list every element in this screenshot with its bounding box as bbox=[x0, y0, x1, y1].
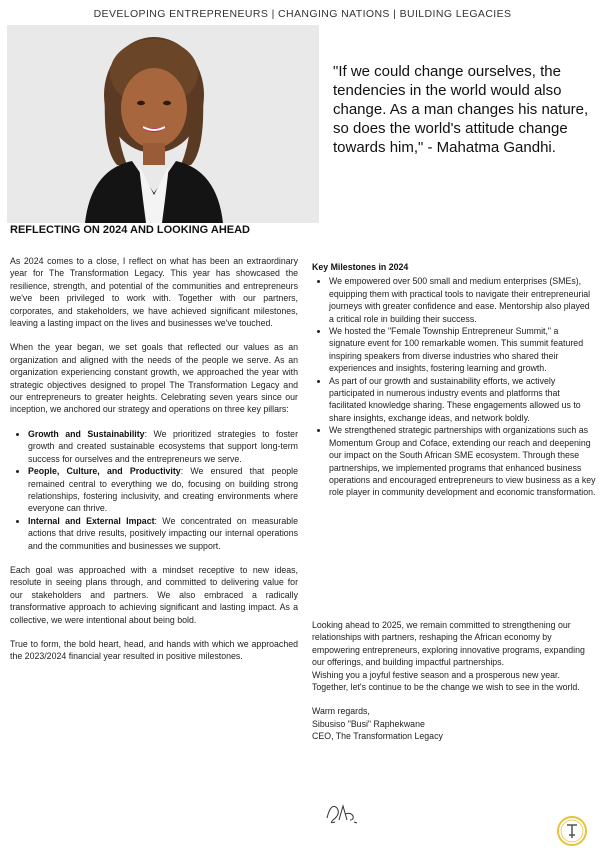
gandhi-quote: "If we could change ourselves, the tendencies in the world would also change. As a man changes his nature, so does the world's attitude change towards him," - Mahatma Gandhi. bbox=[333, 63, 589, 156]
milestone-item: • We strengthened strategic partnerships with organizations such as Momentum Group and Coface, extending our reach and deepening our impact on the South African SME ecosystem. Through these partnerships, we implemented programs that enhanced business operations and encouraged entrepreneurs to view business as a key role player in community development and economic transformation. bbox=[329, 424, 596, 498]
milestone-item: • As part of our growth and sustainability efforts, we actively participated in numerous industry events and platforms that facilitated knowledge sharing. These engagements allowed us to share insights, exchange ideas, and network boldly. bbox=[329, 375, 596, 425]
approach-paragraph: Each goal was approached with a mindset receptive to new ideas, resolute in seeing plans through, and committed to delivering value for our stakeholders and partners. We also embraced a radically transformative approach to achieving significant and lasting impact. As a collective, we were intentional about being bold. bbox=[10, 564, 298, 625]
right-column bbox=[312, 261, 596, 511]
pillar-text: : We prioritized strategies to foster growth and created sustainable ecosystems that support long-term success for ourselves and the entrepreneurs we serve. bbox=[28, 428, 298, 464]
pillars-list bbox=[10, 428, 298, 552]
milestone-item: • We hosted the "Female Township Entrepreneur Summit," a signature event for 100 remarkable women. This summit featured inspiring speakers from diverse industries who shared their experiences and insights, fostering learning and growth. bbox=[329, 325, 596, 375]
pillar-title: Internal and External Impact bbox=[28, 515, 155, 526]
results-paragraph: True to form, the bold heart, head, and hands with which we approached the 2023/2024 financial year resulted in positive milestones. bbox=[10, 638, 298, 662]
organization-seal-icon bbox=[556, 815, 588, 852]
left-column bbox=[10, 255, 298, 675]
pillar-text: : We concentrated on measurable actions that drive results, positively impacting our internal operations and the communities and businesses we support. bbox=[28, 515, 298, 551]
pillar-title: Growth and Sustainability bbox=[28, 428, 145, 439]
signatory-name: Sibusiso "Busi" Raphekwane bbox=[312, 718, 425, 729]
ceo-photo bbox=[7, 25, 319, 223]
pillar-item bbox=[28, 465, 298, 515]
regards-text: Warm regards, bbox=[312, 706, 370, 717]
outlook-paragraph: Looking ahead to 2025, we remain committed to strengthening our relationships with partners, reshaping the African economy by empowering entrepreneurs, exploring innovative programs, expanding our offerings, and building impactful partnerships. bbox=[312, 620, 585, 668]
pillar-item bbox=[28, 428, 298, 465]
milestones-list bbox=[312, 275, 596, 498]
closing-section bbox=[312, 619, 596, 743]
goals-paragraph: When the year began, we set goals that reflected our values as an organization and aligned with the needs of the people we serve. As an organization experiencing constant growth, we approached the year with strategic objectives designed to propel The Transformation Legacy and our entrepreneurs to greater heights. Celebrating seven years since our inception, we anchored our strategy and operations on three key pillars: bbox=[10, 342, 298, 415]
pillar-text: : We ensured that people remained central to everything we do, focusing on building strong relationships, fostering inclusivity, and creating environments where everyone can thrive. bbox=[28, 466, 298, 514]
intro-paragraph: As 2024 comes to a close, I reflect on what has been an extraordinary year for The Transformation Legacy. This year has showcased the resilience, strength, and potential of the communities and entrepreneurs we've been privileged to work with. Together with our partners, corporates, and stakeholders, we have achieved significant milestones, leaving a lasting impact on the lives and businesses we've touched. bbox=[10, 256, 298, 329]
signatory-role: CEO, The Transformation Legacy bbox=[312, 731, 443, 742]
portrait-illustration bbox=[7, 25, 319, 223]
pillar-title: People, Culture, and Productivity bbox=[28, 466, 181, 477]
handwritten-signature bbox=[323, 798, 363, 833]
milestone-item: • We empowered over 500 small and medium enterprises (SMEs), equipping them with practical tools to navigate their entrepreneurial journeys with greater confidence and ease. Mentorship also played a critical role in building their success. bbox=[329, 275, 596, 325]
wishes-paragraph: Wishing you a joyful festive season and a prosperous new year. Together, let's continue to be the change we wish to see in the world. bbox=[312, 669, 580, 693]
section-heading: REFLECTING ON 2024 AND LOOKING AHEAD bbox=[10, 224, 250, 236]
header-tagline: DEVELOPING ENTREPRENEURS | CHANGING NATIONS | BUILDING LEGACIES bbox=[93, 8, 512, 20]
milestones-title: Key Milestones in 2024 bbox=[312, 262, 409, 272]
pillar-item bbox=[28, 515, 298, 552]
